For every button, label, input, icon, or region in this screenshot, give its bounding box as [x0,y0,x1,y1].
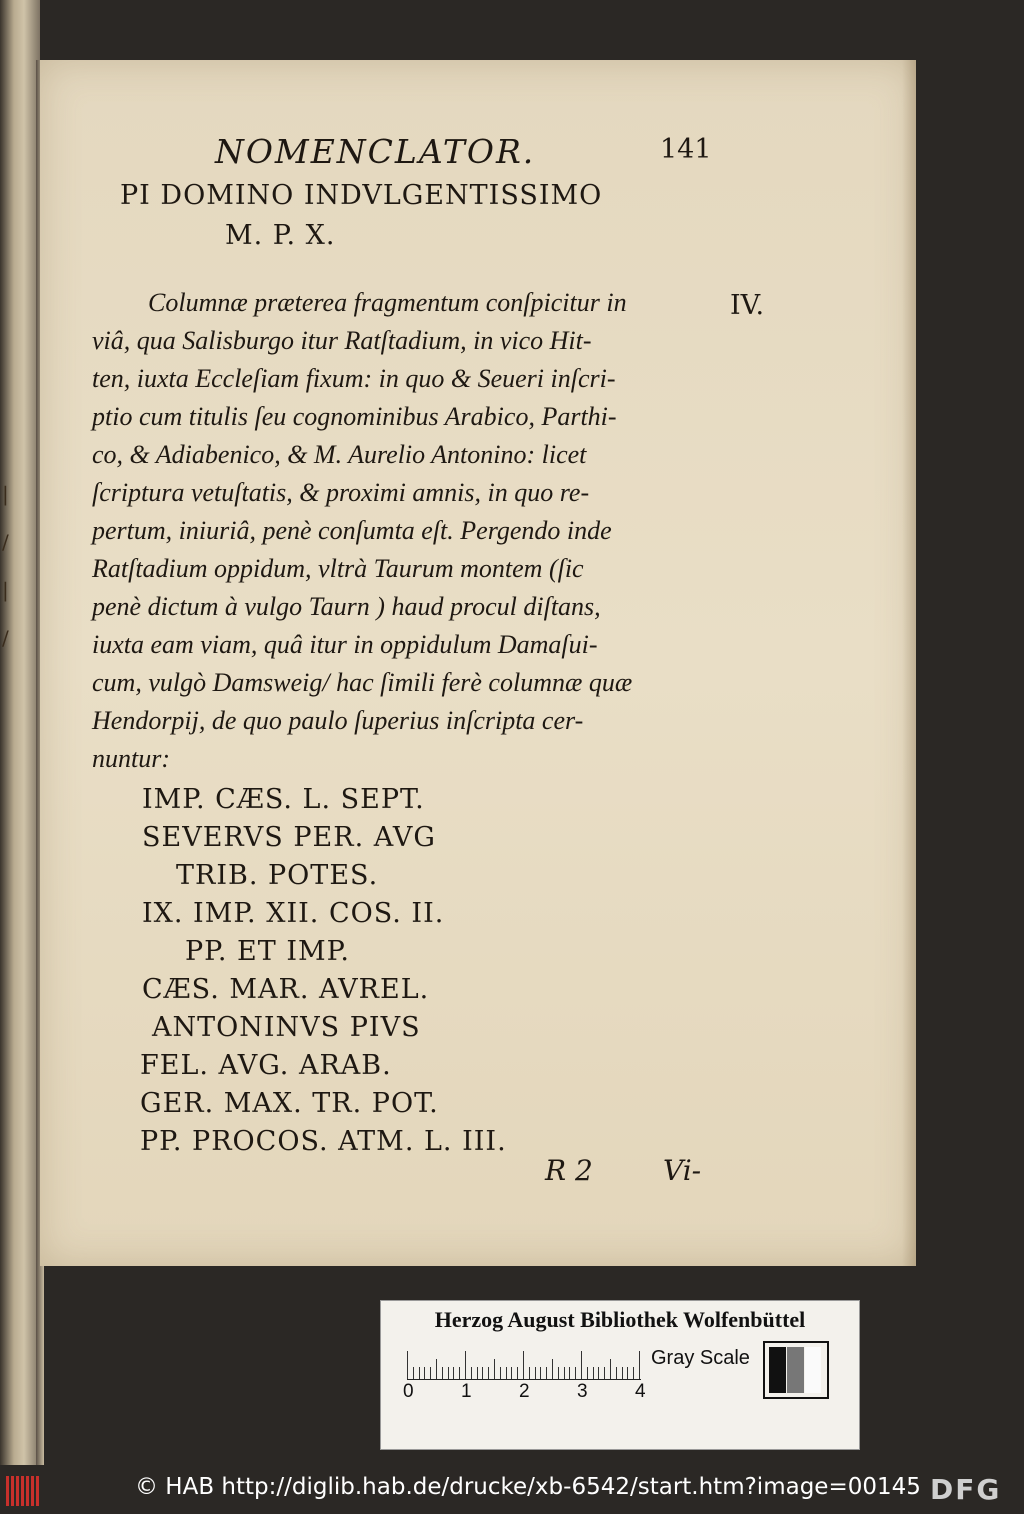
signature-mark: R 2 [545,1154,593,1187]
ruler-tick [477,1367,478,1379]
ruler-number: 1 [461,1381,472,1402]
ruler-tick [488,1367,489,1379]
inscription-line: IMP. CÆS. L. SEPT. [142,784,425,815]
ruler-tick [627,1367,628,1379]
body-line: iuxta eam viam, quâ itur in oppidulum Damaſui- [92,630,598,659]
inscription-line: TRIB. POTES. [176,860,379,891]
swatch-white [805,1347,821,1393]
ruler-tick [511,1367,512,1379]
running-header: NOMENCLATOR. [215,132,536,171]
dedication-line: M. P. X. [225,220,336,251]
body-line: nuntur: [92,744,170,773]
ruler-tick [442,1367,443,1379]
inscription-line: FEL. AVG. ARAB. [140,1050,392,1081]
ruler-number: 3 [577,1381,588,1402]
body-line: ptio cum titulis ſeu cognominibus Arabico, Parthi- [92,402,617,431]
ruler-tick [436,1359,437,1379]
previous-page-marks: | / | / [2,482,9,650]
ruler-tick [419,1367,420,1379]
ruler-tick [633,1367,634,1379]
ruler-tick [413,1367,414,1379]
ruler-tick [616,1367,617,1379]
inscription-line: SEVERVS PER. AVG [142,822,436,853]
body-line: ten, iuxta Eccleſiam fixum: in quo & Seueri inſcri- [92,364,616,393]
grayscale-label: Gray Scale [651,1347,750,1369]
ruler-tick [535,1367,536,1379]
ruler-tick [552,1359,553,1379]
inscription-line: CÆS. MAR. AVREL. [142,974,430,1005]
ruler-tick [459,1367,460,1379]
ruler-tick [593,1367,594,1379]
ruler-tick [407,1351,408,1379]
library-label [380,1300,860,1450]
footer-bar [0,1466,1024,1514]
ruler-tick [465,1351,466,1379]
swatch-gray [787,1347,804,1393]
ruler-tick [639,1351,640,1379]
ruler-tick [424,1367,425,1379]
ruler-tick [448,1367,449,1379]
body-line: cum, vulgò Damsweig/ hac ſimili ferè columnæ quæ [92,668,633,697]
ruler-tick [500,1367,501,1379]
ruler-tick [575,1367,576,1379]
scale-ruler [407,1349,641,1380]
ruler-tick [546,1367,547,1379]
ruler-tick [494,1359,495,1379]
ruler-tick [604,1367,605,1379]
catchword: Vi- [663,1154,702,1187]
ruler-tick [610,1359,611,1379]
ruler-tick [430,1367,431,1379]
body-line: Hendorpij, de quo paulo ſuperius inſcripta cer- [92,706,584,735]
ruler-number: 4 [635,1381,646,1402]
ruler-tick [598,1367,599,1379]
ruler-tick [529,1367,530,1379]
body-line: viâ, qua Salisburgo itur Ratſtadium, in vico Hit- [92,326,592,355]
ruler-tick [581,1351,582,1379]
body-line: penè dictum à vulgo Taurn ) haud procul diſtans, [92,592,601,621]
page-number: 141 [660,134,712,165]
inscription-line: PP. PROCOS. ATM. L. III. [140,1126,507,1157]
ruler-tick [523,1351,524,1379]
dfg-logo: DFG [930,1473,1002,1506]
ruler-tick [453,1367,454,1379]
marginal-note: IV. [730,290,765,321]
ruler-tick [558,1367,559,1379]
inscription-line: PP. ET IMP. [185,936,350,967]
ruler-tick [587,1367,588,1379]
ruler-tick [471,1367,472,1379]
body-line: Columnæ præterea fragmentum conſpicitur in [148,288,627,317]
footer-url[interactable]: © HAB http://diglib.hab.de/drucke/xb-6542/start.htm?image=00145 [135,1474,921,1500]
body-line: pertum, iniuriâ, penè conſumta eſt. Pergendo inde [92,516,612,545]
body-line: ſcriptura vetuſtatis, & proximi amnis, in quo re- [92,478,590,507]
ruler-tick [622,1367,623,1379]
dedication-line: PI DOMINO INDVLGENTISSIMO [120,180,603,211]
library-name: Herzog August Bibliothek Wolfenbüttel [434,1307,806,1332]
ruler-number: 0 [403,1381,414,1402]
body-line: Ratſtadium oppidum, vltrà Taurum montem (ſic [92,554,584,583]
grayscale-swatch [763,1341,829,1399]
ruler-tick [506,1367,507,1379]
inscription-line: IX. IMP. XII. COS. II. [142,898,445,929]
inscription-line: ANTONINVS PIVS [152,1012,421,1043]
ruler-tick [517,1367,518,1379]
ruler-number: 2 [519,1381,530,1402]
ruler-tick [482,1367,483,1379]
inscription-line: GER. MAX. TR. POT. [140,1088,439,1119]
book-page [40,60,916,1266]
previous-page-edge [0,0,40,1465]
swatch-black [769,1347,786,1393]
ruler-tick [540,1367,541,1379]
ruler-tick [564,1367,565,1379]
hab-barcode-icon [6,1476,40,1506]
ruler-tick [569,1367,570,1379]
body-line: co, & Adiabenico, & M. Aurelio Antonino: licet [92,440,587,469]
